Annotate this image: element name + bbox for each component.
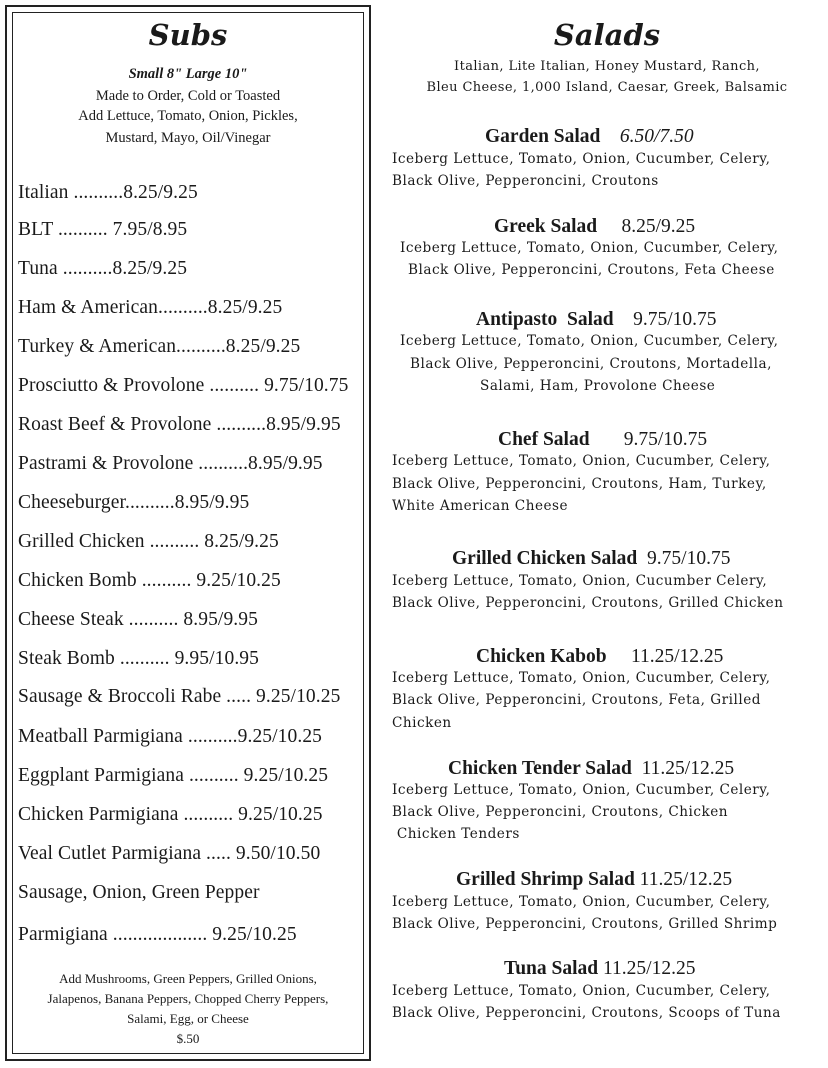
salad-description: Iceberg Lettuce, Tomato, Onion, Cucumber, Celery, (392, 894, 771, 910)
salad-name: Greek Salad (494, 216, 598, 237)
subs-addons: Jalapenos, Banana Peppers, Chopped Cherry Peppers, (47, 991, 329, 1006)
salad-description: Iceberg Lettuce, Tomato, Onion, Cucumber, Celery, (400, 240, 779, 256)
sub-item: Grilled Chicken .......... 8.25/9.25 (18, 531, 279, 552)
sub-item: Prosciutto & Provolone .......... 9.75/10.75 (18, 375, 349, 396)
salad-description: Iceberg Lettuce, Tomato, Onion, Cucumber, Celery, (400, 333, 779, 349)
subs-addons: Add Mushrooms, Green Peppers, Grilled Onions, (59, 971, 317, 986)
salad-description: Chicken Tenders (392, 826, 520, 842)
salad-name: Antipasto Salad (476, 309, 614, 330)
salad-heading (456, 869, 732, 891)
salad-price: 8.25/9.25 (621, 216, 696, 237)
subs-addons: Salami, Egg, or Cheese (127, 1011, 249, 1026)
sub-item: Cheeseburger..........8.95/9.95 (18, 492, 250, 513)
salad-description: Black Olive, Pepperoncini, Croutons, Grilled Shrimp (392, 916, 778, 932)
salad-heading (494, 216, 695, 238)
sub-item: Roast Beef & Provolone ..........8.95/9.95 (18, 414, 341, 435)
salad-description: Black Olive, Pepperoncini, Croutons, Feta Cheese (408, 262, 775, 278)
subs-addons-price: $.50 (176, 1031, 200, 1046)
salad-price: 11.25/12.25 (630, 646, 724, 667)
salad-price: 11.25/12.25 (639, 869, 733, 890)
sub-item: Tuna ..........8.25/9.25 (18, 258, 188, 279)
salad-heading (476, 309, 717, 331)
sub-item: Chicken Parmigiana .......... 9.25/10.25 (18, 804, 323, 825)
sub-item: Italian ..........8.25/9.25 (18, 182, 198, 203)
salad-description: Black Olive, Pepperoncini, Croutons, Ham, Turkey, (392, 476, 767, 492)
salad-name: Chef Salad (498, 429, 590, 450)
subs-note: Made to Order, Cold or Toasted (95, 88, 281, 104)
salad-price: 11.25/12.25 (641, 758, 735, 779)
salad-name: Chicken Kabob (476, 646, 607, 667)
sub-item: Sausage, Onion, Green Pepper (18, 882, 260, 903)
sub-item: Chicken Bomb .......... 9.25/10.25 (18, 570, 281, 591)
subs-note: Add Lettuce, Tomato, Onion, Pickles, (78, 108, 298, 124)
salad-price: 9.75/10.75 (633, 309, 717, 330)
dressings-list: Italian, Lite Italian, Honey Mustard, Ranch, (454, 59, 760, 74)
salad-description: Salami, Ham, Provolone Cheese (480, 378, 716, 394)
sub-item: Ham & American..........8.25/9.25 (18, 297, 283, 318)
salad-name: Grilled Chicken Salad (452, 548, 638, 569)
subs-sizes: Small 8" Large 10" (128, 66, 248, 82)
salad-description: Iceberg Lettuce, Tomato, Onion, Cucumber, Celery, (392, 670, 771, 686)
salad-description: Black Olive, Pepperoncini, Croutons, Grilled Chicken (392, 595, 784, 611)
salad-description: Iceberg Lettuce, Tomato, Onion, Cucumber, Celery, (392, 782, 771, 798)
salad-description: Chicken (392, 715, 452, 731)
salad-heading (452, 548, 730, 570)
salad-description: Iceberg Lettuce, Tomato, Onion, Cucumber, Celery, (392, 983, 771, 999)
salad-description: Black Olive, Pepperoncini, Croutons, Chicken (392, 804, 729, 820)
salad-heading (498, 429, 707, 451)
salad-description: Black Olive, Pepperoncini, Croutons, Mortadella, (410, 356, 772, 372)
salad-description: Black Olive, Pepperoncini, Croutons, Scoops of Tuna (392, 1005, 781, 1021)
sub-item: Turkey & American..........8.25/9.25 (18, 336, 301, 357)
salad-name: Garden Salad (485, 126, 601, 147)
salad-name: Grilled Shrimp Salad (456, 869, 635, 890)
sub-item: Sausage & Broccoli Rabe ..... 9.25/10.25 (18, 686, 341, 707)
salads-title: Salads (553, 18, 661, 52)
salad-description: Black Olive, Pepperoncini, Croutons, Feta, Grilled (392, 692, 761, 708)
sub-item: Parmigiana ................... 9.25/10.25 (18, 924, 297, 945)
salad-price: 9.75/10.75 (647, 548, 731, 569)
salad-price: 6.50/7.50 (619, 126, 694, 147)
dressings-list: Bleu Cheese, 1,000 Island, Caesar, Greek, Balsamic (426, 80, 788, 95)
subs-note: Mustard, Mayo, Oil/Vinegar (105, 130, 271, 146)
sub-item: Steak Bomb .......... 9.95/10.95 (18, 648, 259, 669)
sub-item: Meatball Parmigiana ..........9.25/10.25 (18, 726, 323, 747)
salad-description: Iceberg Lettuce, Tomato, Onion, Cucumber, Celery, (392, 151, 771, 167)
salad-heading (476, 646, 723, 668)
salad-heading (448, 758, 734, 780)
sub-item: Pastrami & Provolone ..........8.95/9.95 (18, 453, 323, 474)
salad-description: White American Cheese (392, 498, 569, 514)
salad-name: Tuna Salad (504, 958, 599, 979)
salad-price: 11.25/12.25 (603, 958, 696, 979)
salad-description: Iceberg Lettuce, Tomato, Onion, Cucumber, Celery, (392, 453, 771, 469)
sub-item: BLT .......... 7.95/8.95 (18, 219, 188, 240)
subs-title: Subs (148, 18, 228, 52)
salad-heading (504, 958, 695, 980)
salad-description: Black Olive, Pepperoncini, Croutons (392, 173, 659, 189)
sub-item: Eggplant Parmigiana .......... 9.25/10.25 (18, 765, 329, 786)
sub-item: Veal Cutlet Parmigiana ..... 9.50/10.50 (18, 843, 321, 864)
salad-price: 9.75/10.75 (623, 429, 708, 450)
salad-name: Chicken Tender Salad (448, 758, 632, 779)
sub-item: Cheese Steak .......... 8.95/9.95 (18, 609, 258, 630)
salad-heading (485, 126, 694, 148)
salad-description: Iceberg Lettuce, Tomato, Onion, Cucumber Celery, (392, 573, 768, 589)
